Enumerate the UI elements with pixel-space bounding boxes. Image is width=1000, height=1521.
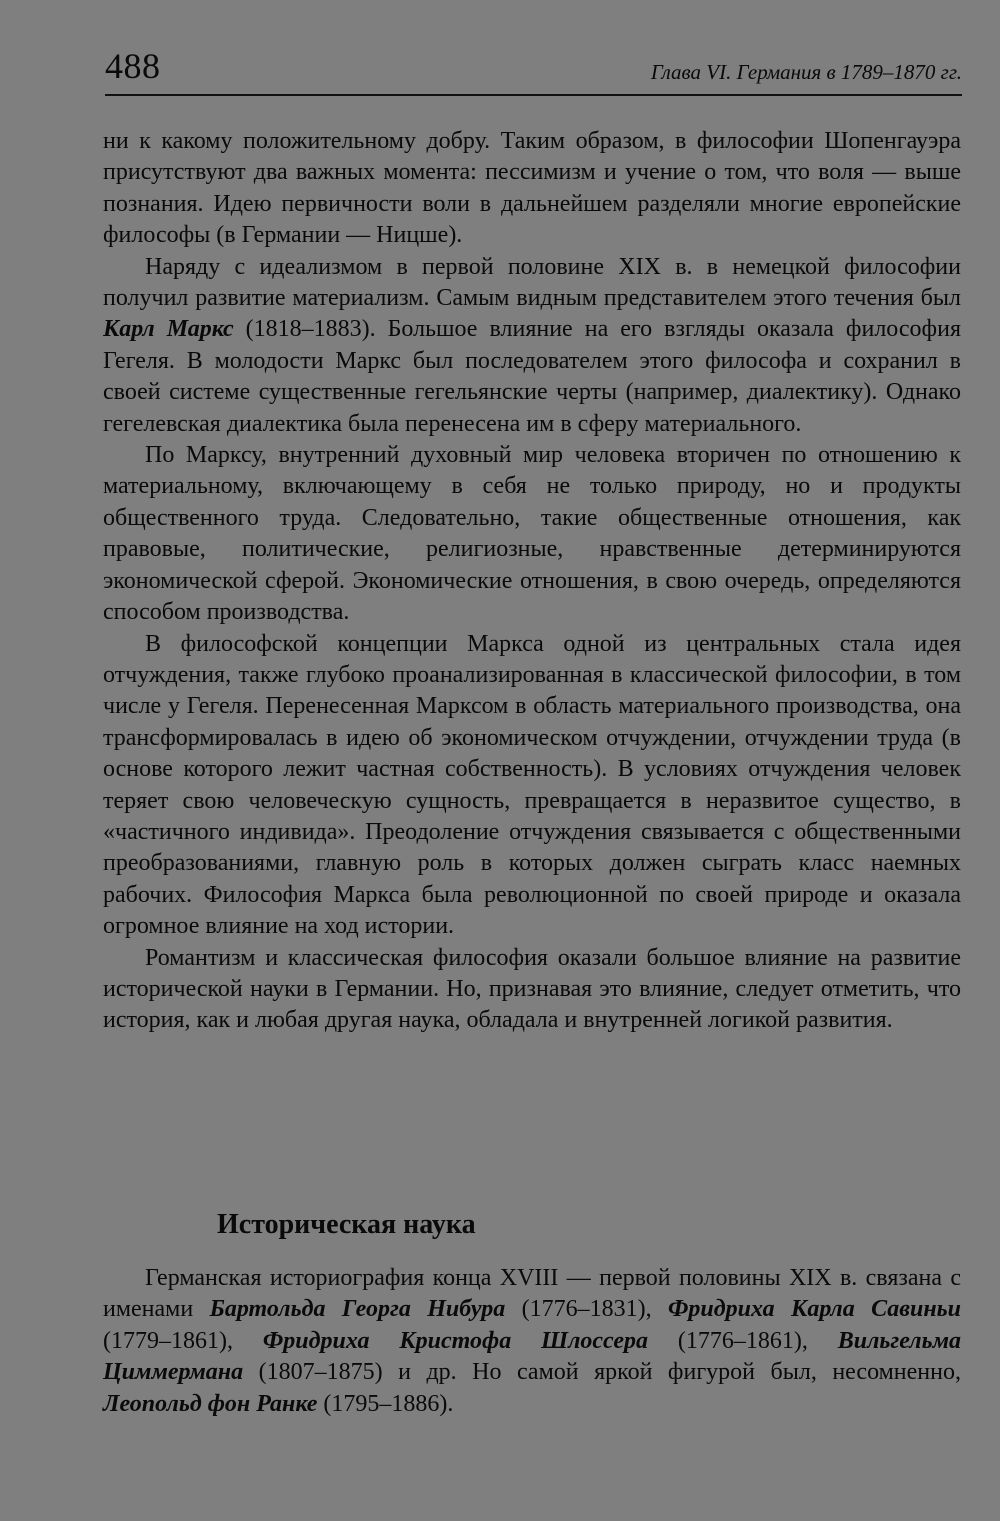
running-title: Глава VI. Германия в 1789–1870 гг. (650, 60, 962, 84)
main-text (103, 126, 961, 1037)
paragraph-marx-materialism: По Марксу, внутренний духовный мир человека вторичен по отношению к материальному, включающему в себя не только природу, но и продукты общественного труда. Следовательно, такие общественные отношения, как правовые, политические, религиозные, нравственные детерминируются экономической сферой. Экономические отношения, в свою очередь, определяются способом производства. (103, 442, 961, 626)
text-fragment: (1779–1861), (103, 1327, 263, 1354)
text-fragment: Наряду с идеализмом в первой половине XIX в. в немецкой философии получил развитие материализм. Самым видным представителем этого течения был (103, 253, 961, 312)
header-rule (105, 94, 962, 96)
section-text (103, 1263, 961, 1420)
text-fragment: (1776–1831), (505, 1296, 668, 1323)
text-fragment: (1807–1875) и др. Но самой яркой фигурой был, несомненно, (243, 1359, 961, 1386)
page-header (105, 44, 962, 96)
paragraph-historiography (103, 1263, 961, 1420)
person-name: Вильгельма Циммермана (103, 1327, 962, 1386)
section-heading: Историческая наука (217, 1209, 476, 1240)
page-number: 488 (105, 46, 161, 86)
person-name: Фридриха Карла Савиньи (667, 1296, 961, 1323)
text-fragment: (1795–1886). (317, 1390, 454, 1417)
paragraph-romanticism: Романтизм и классическая философия оказали большое влияние на развитие исторической науки в Германии. Но, признавая это влияние, следует отметить, что история, как и любая другая наука, обладала и внутренней логикой развития. (103, 944, 961, 1034)
person-name: Карл Маркс (103, 316, 234, 343)
person-name: Фридриха Кристофа Шлоссера (262, 1327, 649, 1354)
paragraph-alienation: В философской концепции Маркса одной из центральных стала идея отчуждения, также глубоко проанализированная в классической философии, в том числе у Гегеля. Перенесенная Марксом в область материального производства, она трансформировалась в идею об экономическом отчуждении, отчуждении труда (в основе которого лежит частная собственность). В условиях отчуждения человек теряет свою человеческую сущность, превращается в неразвитое существо, в «частичного индивида». Преодоление отчуждения связывается с общественными преобразованиями, главную роль в которых должен сыграть класс наемных рабочих. Философия Маркса была революционной по своей природе и оказала огромное влияние на ход истории. (103, 630, 961, 940)
paragraph-marx-intro (103, 252, 961, 440)
text-fragment: (1776–1861), (648, 1327, 838, 1354)
paragraph-continuation: ни к какому положительному добру. Таким образом, в философии Шопенгауэра присутствуют два важных момента: пессимизм и учение о том, что воля — выше познания. Идею первичности воли в дальнейшем разделяли многие европейские философы (в Германии — Ницше). (103, 128, 961, 249)
text-fragment: Германская историография конца XVIII — первой половины XIX в. связана с именами (103, 1265, 961, 1323)
text-fragment: (1818–1883). Большое влияние на его взгляды оказала философия Гегеля. В молодости Маркс был последователем этого философа и сохранил в своей системе существенные гегельянские черты (например, диалектику). Однако гегелевская диалектика была перенесена им в сферу материального. (103, 316, 961, 437)
person-name: Бартольда Георга Нибура (209, 1296, 506, 1323)
person-name: Леопольд фон Ранке (103, 1390, 318, 1417)
